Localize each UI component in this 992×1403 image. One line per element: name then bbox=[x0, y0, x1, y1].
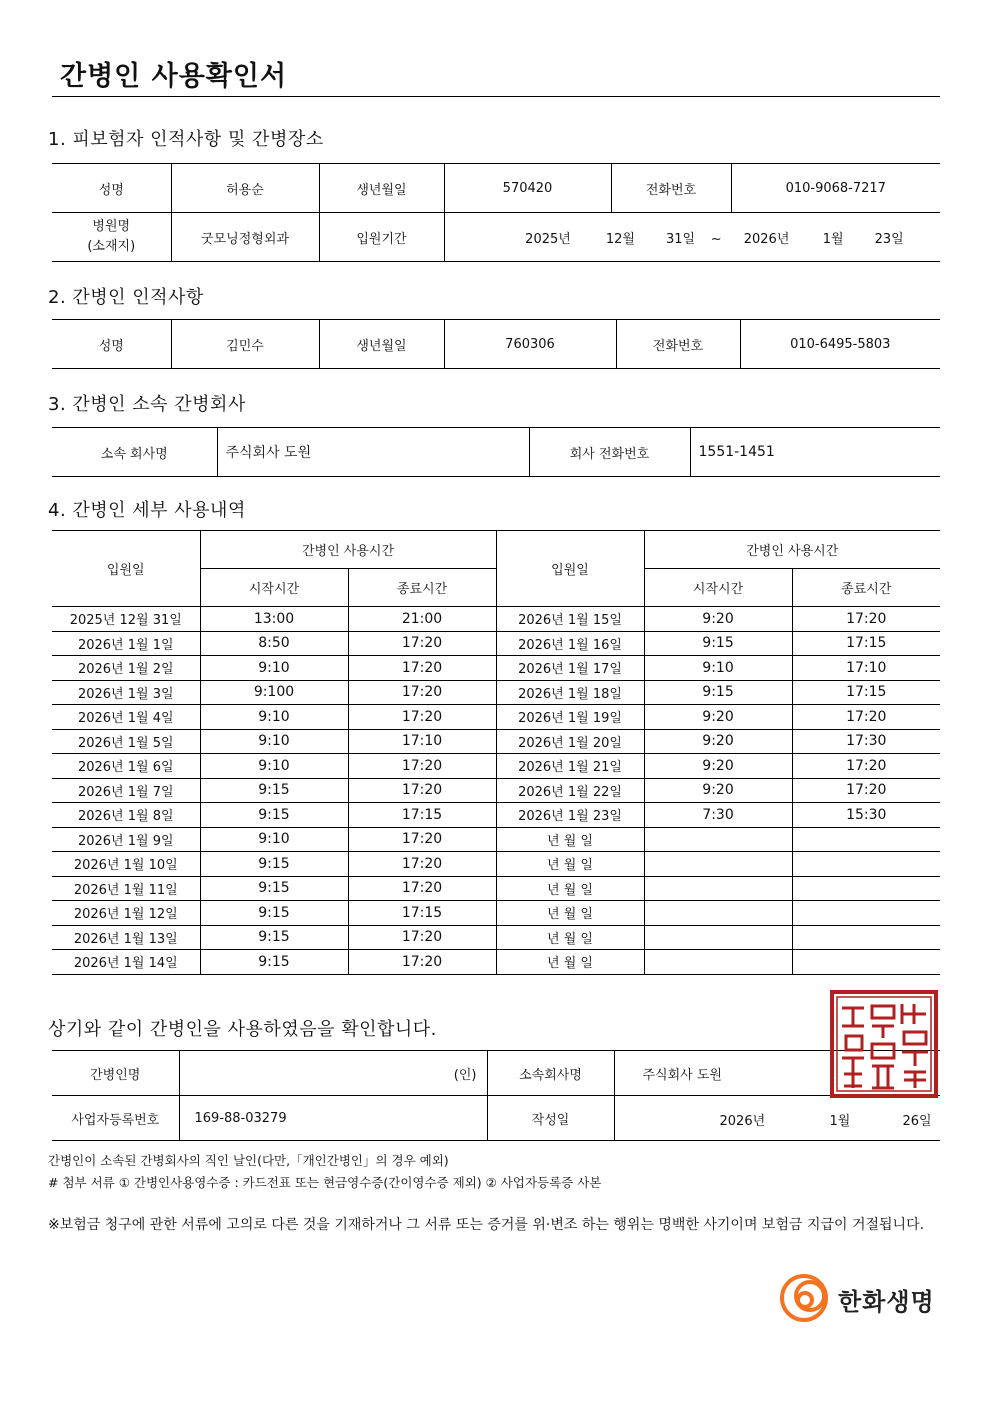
usage-end-left: 17:10 bbox=[348, 729, 496, 754]
hospital-label-cell bbox=[52, 213, 171, 262]
usage-start-left: 9:10 bbox=[200, 754, 348, 779]
usage-date-left: 2026년 1월 4일 bbox=[52, 705, 200, 730]
caregiver-name: 김민수 bbox=[171, 320, 319, 369]
company-seal-stamp-icon bbox=[828, 988, 940, 1100]
company-name: 주식회사 도원 bbox=[217, 428, 529, 477]
usage-date-left: 2026년 1월 8일 bbox=[52, 803, 200, 828]
written-date-month: 1월 bbox=[829, 1114, 851, 1129]
caregiver-phone-label: 전화번호 bbox=[616, 320, 740, 369]
insured-birth: 570420 bbox=[444, 164, 611, 213]
period-tilde: ~ bbox=[710, 231, 722, 247]
usage-start-left: 9:15 bbox=[200, 852, 348, 877]
brand-name: 한화생명 bbox=[838, 1288, 935, 1316]
usage-date-left: 2026년 1월 1일 bbox=[52, 631, 200, 656]
period-start-month: 12월 bbox=[605, 231, 635, 247]
usage-start-right bbox=[644, 925, 792, 950]
usage-start-right: 9:10 bbox=[644, 656, 792, 681]
usage-start-right: 9:20 bbox=[644, 729, 792, 754]
usage-start-right bbox=[644, 901, 792, 926]
note-attachments: # 첨부 서류 ① 간병인사용영수증 : 카드전표 또는 현금영수증(간이영수증 제외) ② 사업자등록증 사본 bbox=[48, 1175, 602, 1190]
written-date-day: 26일 bbox=[902, 1114, 932, 1129]
usage-start-left: 9:10 bbox=[200, 827, 348, 852]
note-seal-requirement: 간병인이 소속된 간병회사의 직인 날인(다만,「개인간병인」의 경우 예외) bbox=[48, 1153, 449, 1168]
caregiver-name-label: 성명 bbox=[52, 320, 171, 369]
company-phone: 1551-1451 bbox=[690, 428, 940, 477]
usage-date-header-left: 입원일 bbox=[52, 531, 200, 607]
table-row bbox=[52, 705, 940, 730]
table-row bbox=[52, 827, 940, 852]
period-start-year: 2025년 bbox=[525, 231, 571, 247]
usage-start-right: 9:20 bbox=[644, 778, 792, 803]
usage-date-left: 2026년 1월 5일 bbox=[52, 729, 200, 754]
usage-start-left: 9:15 bbox=[200, 876, 348, 901]
usage-date-left: 2026년 1월 12일 bbox=[52, 901, 200, 926]
usage-start-left: 9:15 bbox=[200, 950, 348, 975]
usage-end-left: 17:20 bbox=[348, 876, 496, 901]
usage-end-header-left: 종료시간 bbox=[348, 569, 496, 607]
hospital-sublabel: (소재지) bbox=[87, 239, 136, 254]
usage-start-right: 9:20 bbox=[644, 705, 792, 730]
section2-heading: 2. 간병인 인적사항 bbox=[48, 287, 204, 308]
usage-start-right bbox=[644, 876, 792, 901]
usage-start-right bbox=[644, 852, 792, 877]
usage-end-right: 17:15 bbox=[792, 680, 940, 705]
table-row bbox=[52, 729, 940, 754]
usage-date-left: 2026년 1월 13일 bbox=[52, 925, 200, 950]
signature-table bbox=[52, 1050, 940, 1141]
company-info-table bbox=[52, 427, 940, 477]
usage-end-right: 17:10 bbox=[792, 656, 940, 681]
hanwha-life-logo bbox=[778, 1270, 948, 1326]
period-start-day: 31일 bbox=[666, 231, 696, 247]
usage-end-left: 17:20 bbox=[348, 950, 496, 975]
section3-heading: 3. 간병인 소속 간병회사 bbox=[48, 394, 246, 415]
usage-start-left: 9:10 bbox=[200, 656, 348, 681]
usage-end-left: 17:20 bbox=[348, 680, 496, 705]
usage-end-right: 15:30 bbox=[792, 803, 940, 828]
usage-end-right bbox=[792, 950, 940, 975]
usage-end-header-right: 종료시간 bbox=[792, 569, 940, 607]
usage-date-left: 2026년 1월 14일 bbox=[52, 950, 200, 975]
written-date-year: 2026년 bbox=[719, 1114, 766, 1129]
table-row bbox=[52, 901, 940, 926]
usage-end-left: 17:20 bbox=[348, 656, 496, 681]
usage-end-right: 17:20 bbox=[792, 607, 940, 632]
usage-end-right bbox=[792, 852, 940, 877]
fraud-warning: ※보험금 청구에 관한 서류에 고의로 다른 것을 기재하거나 그 서류 또는 증거를 위·변조 하는 행위는 명백한 사기이며 보험금 지급이 거절됩니다. bbox=[48, 1217, 925, 1233]
usage-end-right bbox=[792, 925, 940, 950]
written-date bbox=[614, 1096, 940, 1141]
admission-period-label: 입원기간 bbox=[319, 213, 444, 262]
usage-date-left: 2026년 1월 7일 bbox=[52, 778, 200, 803]
table-row bbox=[52, 876, 940, 901]
usage-start-left: 9:15 bbox=[200, 901, 348, 926]
usage-start-right: 9:15 bbox=[644, 680, 792, 705]
caregiver-seal-mark: (인) bbox=[179, 1051, 487, 1096]
usage-date-right: 년 월 일 bbox=[496, 950, 644, 975]
usage-date-left: 2026년 1월 2일 bbox=[52, 656, 200, 681]
table-row bbox=[52, 803, 940, 828]
usage-date-left: 2025년 12월 31일 bbox=[52, 607, 200, 632]
usage-start-right: 9:20 bbox=[644, 754, 792, 779]
usage-end-right: 17:20 bbox=[792, 705, 940, 730]
section4-heading: 4. 간병인 세부 사용내역 bbox=[48, 500, 246, 521]
caregiver-birth: 760306 bbox=[444, 320, 616, 369]
insured-phone-label: 전화번호 bbox=[611, 164, 731, 213]
table-row bbox=[52, 631, 940, 656]
section1-heading: 1. 피보험자 인적사항 및 간병장소 bbox=[48, 129, 324, 150]
usage-date-right: 년 월 일 bbox=[496, 901, 644, 926]
usage-end-left: 17:20 bbox=[348, 778, 496, 803]
caregiver-birth-label: 생년월일 bbox=[319, 320, 444, 369]
usage-start-left: 9:15 bbox=[200, 803, 348, 828]
table-row bbox=[52, 607, 940, 632]
usage-end-right: 17:15 bbox=[792, 631, 940, 656]
usage-start-left: 8:50 bbox=[200, 631, 348, 656]
usage-end-right: 17:20 bbox=[792, 754, 940, 779]
usage-date-right: 2026년 1월 21일 bbox=[496, 754, 644, 779]
usage-end-right bbox=[792, 827, 940, 852]
usage-date-right: 2026년 1월 20일 bbox=[496, 729, 644, 754]
usage-start-right: 7:30 bbox=[644, 803, 792, 828]
hospital-name: 굿모닝정형외과 bbox=[171, 213, 319, 262]
hospital-label: 병원명 bbox=[92, 219, 131, 234]
usage-end-left: 17:15 bbox=[348, 901, 496, 926]
usage-end-left: 17:20 bbox=[348, 631, 496, 656]
usage-start-right bbox=[644, 827, 792, 852]
usage-start-left: 9:15 bbox=[200, 925, 348, 950]
usage-start-header-right: 시작시간 bbox=[644, 569, 792, 607]
company-phone-label: 회사 전화번호 bbox=[529, 428, 690, 477]
company-name-label: 소속 회사명 bbox=[52, 428, 217, 477]
usage-start-right bbox=[644, 950, 792, 975]
usage-start-left: 9:10 bbox=[200, 729, 348, 754]
usage-table bbox=[52, 530, 940, 975]
table-row bbox=[52, 656, 940, 681]
title-rule bbox=[52, 96, 940, 97]
usage-end-right bbox=[792, 901, 940, 926]
insured-birth-label: 생년월일 bbox=[319, 164, 444, 213]
usage-date-right: 년 월 일 bbox=[496, 827, 644, 852]
usage-date-right: 2026년 1월 22일 bbox=[496, 778, 644, 803]
usage-date-right: 년 월 일 bbox=[496, 925, 644, 950]
usage-end-left: 17:20 bbox=[348, 705, 496, 730]
usage-end-right bbox=[792, 876, 940, 901]
sign-company-label: 소속회사명 bbox=[487, 1051, 614, 1096]
period-end-day: 23일 bbox=[874, 231, 904, 247]
usage-start-left: 9:100 bbox=[200, 680, 348, 705]
usage-date-header-right: 입원일 bbox=[496, 531, 644, 607]
usage-end-left: 21:00 bbox=[348, 607, 496, 632]
usage-date-right: 2026년 1월 15일 bbox=[496, 607, 644, 632]
usage-date-left: 2026년 1월 11일 bbox=[52, 876, 200, 901]
usage-time-header-right: 간병인 사용시간 bbox=[644, 531, 940, 569]
usage-end-right: 17:30 bbox=[792, 729, 940, 754]
usage-date-left: 2026년 1월 10일 bbox=[52, 852, 200, 877]
sign-company-name: 주식회사 도원 bbox=[614, 1051, 940, 1096]
period-end-month: 1월 bbox=[822, 231, 844, 247]
insured-phone: 010-9068-7217 bbox=[731, 164, 940, 213]
usage-date-left: 2026년 1월 3일 bbox=[52, 680, 200, 705]
insured-name-label: 성명 bbox=[52, 164, 171, 213]
usage-date-right: 년 월 일 bbox=[496, 852, 644, 877]
caregiver-phone: 010-6495-5803 bbox=[740, 320, 940, 369]
table-row bbox=[52, 925, 940, 950]
usage-date-left: 2026년 1월 9일 bbox=[52, 827, 200, 852]
insured-info-table bbox=[52, 163, 940, 262]
table-row bbox=[52, 754, 940, 779]
usage-start-left: 9:15 bbox=[200, 778, 348, 803]
biz-no: 169-88-03279 bbox=[179, 1096, 487, 1141]
usage-start-header-left: 시작시간 bbox=[200, 569, 348, 607]
confirm-statement: 상기와 같이 간병인을 사용하였음을 확인합니다. bbox=[48, 1019, 437, 1040]
usage-date-right: 2026년 1월 19일 bbox=[496, 705, 644, 730]
biz-no-label: 사업자등록번호 bbox=[52, 1096, 179, 1141]
table-row bbox=[52, 778, 940, 803]
usage-start-left: 9:10 bbox=[200, 705, 348, 730]
caregiver-info-table bbox=[52, 319, 940, 369]
usage-date-left: 2026년 1월 6일 bbox=[52, 754, 200, 779]
document-title: 간병인 사용확인서 bbox=[60, 61, 288, 92]
admission-period bbox=[444, 213, 940, 262]
usage-date-right: 2026년 1월 16일 bbox=[496, 631, 644, 656]
usage-date-right: 2026년 1월 18일 bbox=[496, 680, 644, 705]
usage-end-left: 17:20 bbox=[348, 827, 496, 852]
usage-table-body bbox=[52, 607, 940, 975]
usage-date-right: 년 월 일 bbox=[496, 876, 644, 901]
usage-end-left: 17:20 bbox=[348, 925, 496, 950]
hanwha-swirl-icon bbox=[778, 1270, 834, 1326]
usage-time-header-left: 간병인 사용시간 bbox=[200, 531, 496, 569]
table-row bbox=[52, 852, 940, 877]
usage-end-right: 17:20 bbox=[792, 778, 940, 803]
usage-start-left: 13:00 bbox=[200, 607, 348, 632]
usage-end-left: 17:20 bbox=[348, 754, 496, 779]
usage-end-left: 17:20 bbox=[348, 852, 496, 877]
usage-date-right: 2026년 1월 23일 bbox=[496, 803, 644, 828]
usage-date-right: 2026년 1월 17일 bbox=[496, 656, 644, 681]
table-row bbox=[52, 950, 940, 975]
usage-start-right: 9:20 bbox=[644, 607, 792, 632]
written-date-label: 작성일 bbox=[487, 1096, 614, 1141]
period-end-year: 2026년 bbox=[743, 231, 790, 247]
insured-name: 허용순 bbox=[171, 164, 319, 213]
usage-end-left: 17:15 bbox=[348, 803, 496, 828]
caregiver-sign-label: 간병인명 bbox=[52, 1051, 179, 1096]
usage-start-right: 9:15 bbox=[644, 631, 792, 656]
table-row bbox=[52, 680, 940, 705]
